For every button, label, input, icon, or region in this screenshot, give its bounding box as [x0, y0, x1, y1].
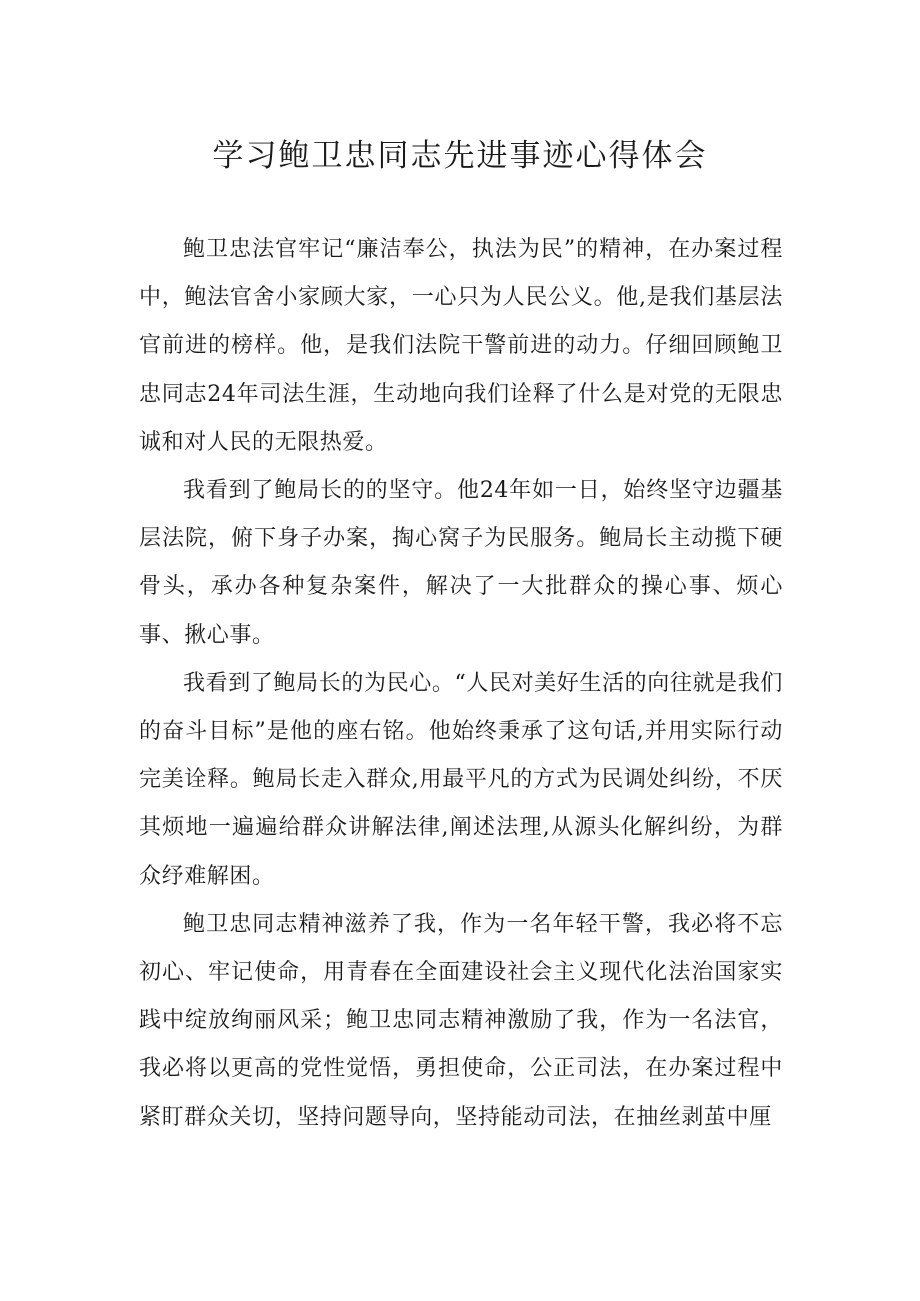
paragraph-1: 鲍卫忠法官牢记“廉洁奉公，执法为民”的精神，在办案过程中，鲍法官舍小家顾大家，一心只为人民公义。他,是我们基层法官前进的榜样。他，是我们法院干警前进的动力。仔细回顾鲍卫忠同志24年司法生涯，生动地向我们诠释了什么是对党的无限忠诚和对人民的无限热爱。	[139, 237, 783, 455]
paragraph-3: 我看到了鲍局长的为民心。“人民对美好生活的向往就是我们的奋斗目标”是他的座右铭。他始终秉承了这句话,并用实际行动完美诠释。鲍局长走入群众,用最平凡的方式为民调处纠纷，不厌其烦地一遍遍给群众讲解法律,阐述法理,从源头化解纠纷，为群众纾难解困。	[139, 670, 783, 889]
paragraph-4: 鲍卫忠同志精神滋养了我，作为一名年轻干警，我必将不忘初心、牢记使命，用青春在全面建设社会主义现代化法治国家实践中绽放绚丽风采；鲍卫忠同志精神激励了我，作为一名法官，我必将以更高的党性觉悟，勇担使命，公正司法，在办案过程中紧盯群众关切，坚持问题导向，坚持能动司法，在抽丝剥茧中厘	[139, 911, 783, 1130]
document-title: 学习鲍卫忠同志先进事迹心得体会	[212, 138, 708, 174]
document-body	[139, 226, 783, 1142]
paragraph-2: 我看到了鲍局长的的坚守。他24年如一日，始终坚守边疆基层法院，俯下身子办案，掏心窝子为民服务。鲍局长主动揽下硬骨头，承办各种复杂案件，解决了一大批群众的操心事、烦心事、揪心事。	[139, 478, 783, 648]
